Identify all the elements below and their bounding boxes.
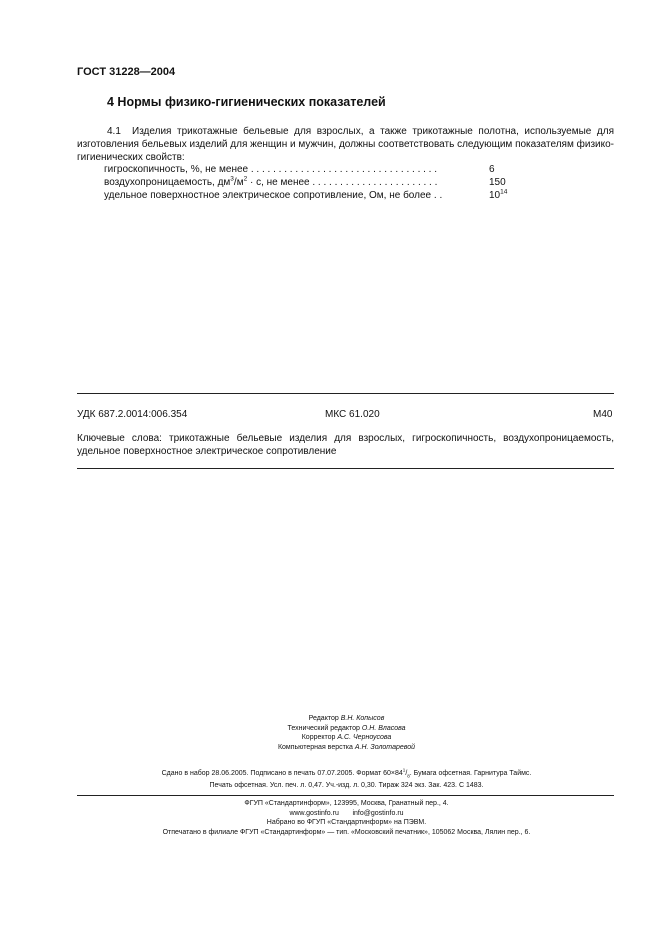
printing-house-info: Отпечатано в филиале ФГУП «Стандартинформ» — тип. «Московский печатник», 105062 Москва, Лялин пер., 6. — [162, 828, 531, 836]
section-title: 4 Нормы физико-гигиенических показателей — [107, 95, 386, 109]
spec-value: $10^{14}$ — [489, 188, 508, 201]
udk-code: УДК 687.2.0014:006.354 — [77, 409, 188, 420]
document-header: ГОСТ 31228—2004 — [77, 66, 176, 78]
clause-paragraph — [77, 125, 614, 164]
publisher-block — [78, 799, 615, 837]
imprint-credits — [78, 714, 615, 752]
print-details-line-1: Сдано в набор 28.06.2005. Подписано в печать 07.07.2005. Формат $60\times 84^1/_8$. Бумага офсетная. Гарнитура Таймс. — [161, 767, 532, 779]
keywords: Ключевые слова: трикотажные бельевые изделия для взрослых, гигроскопичность, воздухопроницаемость, удельное поверхностное электрическое сопротивление — [77, 433, 614, 457]
okp-code: М40 — [593, 409, 613, 420]
layout-line: Компьютерная верстка А.Н. Золотаревой — [277, 743, 416, 751]
tech-editor-line: Технический редактор О.Н. Власова — [287, 724, 406, 732]
divider-publisher — [77, 795, 614, 796]
spec-value: 150 — [489, 177, 506, 188]
print-details — [78, 769, 615, 791]
spec-label: воздухопроницаемость, $дм^3/м^2 \cdot с$, не менее . . . . . . . . . . . . . . . . . . . . . . . — [104, 175, 438, 188]
corrector-line: Корректор А.С. Черноусова — [301, 734, 392, 742]
clause-text: Изделия трикотажные бельевые для взрослых, а также трикотажные полотна, используемые для изготовления бельевых изделий для женщин и мужчин, должны соответствовать следующим показателям физико-гигиенических свойств: — [77, 126, 614, 163]
typeset-info: Набрано во ФГУП «Стандартинформ» на ПЭВМ. — [266, 819, 427, 827]
publisher-email: info@gostinfo.ru — [352, 809, 404, 817]
spec-row-hygroscopicity — [104, 164, 534, 177]
mks-code: МКС 61.020 — [325, 409, 380, 420]
publisher-contacts — [78, 809, 615, 819]
divider-keywords — [77, 468, 614, 469]
publisher-address: ФГУП «Стандартинформ», 123995, Москва, Гранатный пер., 4. — [244, 800, 449, 807]
divider-top — [77, 393, 614, 394]
spec-row-air-permeability — [104, 177, 534, 190]
spec-label: удельное поверхностное электрическое сопротивление, Ом, не более . . — [104, 190, 443, 201]
clause-number: 4.1 — [107, 126, 121, 137]
spec-label: гигроскопичность, %, не менее . . . . . . . . . . . . . . . . . . . . . . . . . . . . . . . . . . — [104, 164, 438, 175]
publisher-web: www.gostinfo.ru — [289, 809, 339, 817]
editor-line: Редактор В.Н. Копысов — [308, 715, 385, 722]
spec-value: 6 — [489, 164, 495, 175]
spec-row-resistance — [104, 190, 534, 203]
print-details-line-2: Печать офсетная. Усл. печ. л. 0,47. Уч.-изд. л. 0,30. Тираж 324 экз. Зак. 423. С 1483. — [209, 781, 484, 789]
